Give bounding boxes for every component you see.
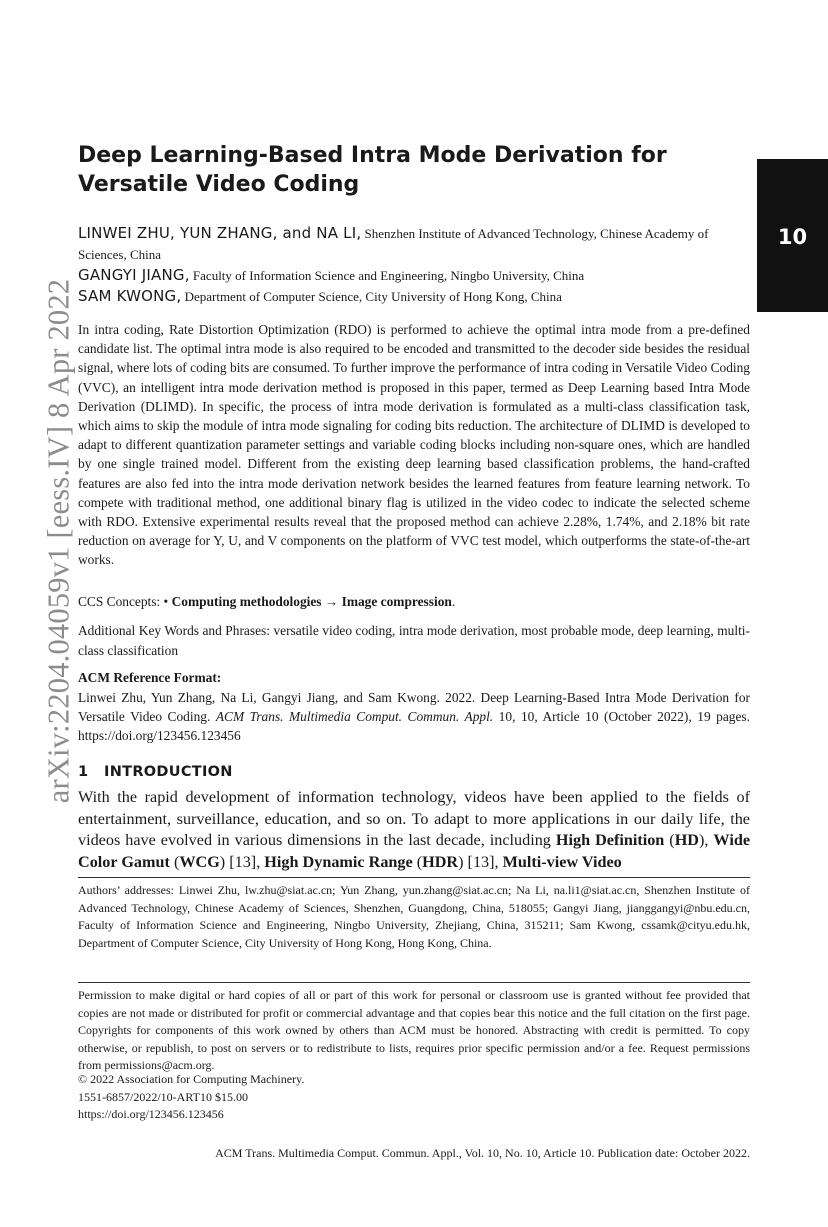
intro-term: Wide Color Gamut — [78, 831, 751, 871]
author-list — [78, 223, 750, 307]
intro-text: ), — [698, 831, 714, 850]
intro-term: High Dynamic Range — [264, 852, 413, 871]
permission-notice: Permission to make digital or hard copies of all or part of this work for personal or classroom use is granted without fee provided that copies are not made or distributed for profit or commercial advantage and that copies bear this notice and the full citation on the first page. Copyrights for components of this work owned by others than ACM must be honored. Abstracting with credit is permitted. To copy otherwise, or republish, to post on servers or to redistribute to lists, requires prior specific permission and/or a fee. Request permissions from permissions@acm.org. — [78, 988, 750, 1073]
paper-title: Deep Learning-Based Intra Mode Derivation for Versatile Video Coding — [78, 143, 667, 197]
abstract: In intra coding, Rate Distortion Optimization (RDO) is performed to achieve the optimal intra mode from a pre-defined candidate list. The optimal intra mode is also required to be encoded and transmitted to the decoder side besides the residual signal, where lots of coding bits are consumed. To further improve the performance of intra coding in Versatile Video Coding (VVC), an intelligent intra mode derivation method is proposed in this paper, termed as Deep Learning based Intra Mode Derivation (DLIMD). In specific, the process of intra mode derivation is formulated as a multi-class classification task, which aims to skip the module of intra mode signaling for coding bits reduction. The architecture of DLIMD is developed to adapt to different quantization parameter settings and variable coding blocks including non-square ones, which are handled by one single trained model. Different from the existing deep learning based classification problems, the hand-crafted features are also fed into the intra mode derivation network besides the learned features from feature learning network. To compete with traditional method, one additional binary flag is utilized in the video codec to indicate the selected scheme with RDO. Extensive experimental results reveal that the proposed method can achieve 2.28%, 1.74%, and 2.18% bit rate reduction on average for Y, U, and V components on the platform of VVC test model, which outperforms the state-of-the-art works. — [78, 322, 750, 568]
footnote-divider — [78, 877, 750, 878]
intro-term: WCG — [179, 852, 220, 871]
ccs-subconcept: Image compression — [341, 594, 452, 609]
author-affiliation: Shenzhen Institute of Advanced Technology, Chinese Academy of Sciences, China — [78, 226, 709, 262]
ccs-concept: Computing methodologies — [171, 594, 322, 609]
article-number-tab — [757, 159, 828, 312]
article-number: 10 — [777, 225, 808, 249]
arxiv-side-stamp: arXiv:2204.04059v1 [eess.IV] 8 Apr 2022 — [41, 278, 76, 804]
doi-line: https://doi.org/123456.123456 — [78, 1107, 224, 1122]
author-affiliation: Faculty of Information Science and Engineering, Ningbo University, China — [192, 268, 585, 283]
intro-text: ) [13], — [458, 852, 503, 871]
reference-format — [78, 688, 750, 745]
copyright-line: © 2022 Association for Computing Machinery. — [78, 1072, 305, 1086]
author-addresses: Authors’ addresses: Linwei Zhu, lw.zhu@siat.ac.cn; Yun Zhang, yun.zhang@siat.ac.cn; Na Li, na.li1@siat.ac.cn, Shenzhen Institute of Advanced Technology, Chinese Academy of Sciences, Shenzhen, Guangdong, China, 518055; Gangyi Jiang, jianggangyi@nbu.edu.cn, Faculty of Information Science and Engineering, Ningbo University, Zhejiang, China, 315211; Sam Kwong, cssamk@cityu.edu.hk, Department of Computer Science, City University of Hong Kong, Hong Kong, China. — [78, 883, 750, 950]
intro-text: ) [13], — [219, 852, 265, 871]
intro-term: HD — [674, 831, 699, 850]
section-number: 1 — [78, 764, 89, 780]
copyright-block — [78, 1071, 750, 1124]
reference-details: 10, 10, Article 10 (October 2022), 19 pages. https://doi.org/123456.123456 — [78, 709, 750, 743]
keywords: Additional Key Words and Phrases: versatile video coding, intra mode derivation, most probable mode, deep learning, multi-class classification — [78, 623, 750, 658]
author-affiliation: Department of Computer Science, City University of Hong Kong, China — [184, 289, 562, 304]
author-entry — [78, 223, 750, 265]
ccs-label: CCS Concepts: • — [78, 594, 172, 609]
author-entry — [78, 265, 750, 286]
introduction-paragraph — [78, 787, 750, 873]
intro-text: ( — [169, 852, 180, 871]
author-names: GANGYI JIANG, — [78, 266, 190, 284]
permission-divider — [78, 982, 750, 983]
ccs-end: . — [451, 594, 456, 609]
author-names: LINWEI ZHU, YUN ZHANG, and NA LI, — [78, 224, 362, 242]
ccs-concepts — [78, 592, 750, 611]
reference-heading: ACM Reference Format: — [78, 670, 222, 685]
intro-text: With the rapid development of information technology, videos have been applied to the fields of entertainment, surveillance, education, and so on. To adapt to more applications in our daily life, the videos have evolved in various dimensions in the last decade, including — [78, 788, 750, 850]
issn-line: 1551-6857/2022/10-ART10 $15.00 — [78, 1089, 248, 1104]
author-entry — [78, 286, 750, 307]
section-title: INTRODUCTION — [104, 764, 233, 780]
intro-text: ( — [664, 831, 675, 850]
section-heading-introduction — [78, 762, 750, 782]
intro-term: Multi-view Video — [502, 852, 622, 871]
page-footer: ACM Trans. Multimedia Comput. Commun. Appl., Vol. 10, No. 10, Article 10. Publication date: October 2022. — [215, 1146, 750, 1160]
ccs-arrow: → — [321, 594, 342, 609]
intro-term: HDR — [422, 852, 459, 871]
intro-term: High Definition — [555, 831, 665, 850]
reference-journal: ACM Trans. Multimedia Comput. Commun. Appl. — [215, 709, 494, 724]
author-names: SAM KWONG, — [78, 287, 182, 305]
reference-authors: Linwei Zhu, Yun Zhang, Na Li, Gangyi Jiang, and Sam Kwong. 2022. Deep Learning-Based Intra Mode Derivation for Versatile Video Coding. — [78, 690, 750, 724]
intro-text: ( — [412, 852, 423, 871]
